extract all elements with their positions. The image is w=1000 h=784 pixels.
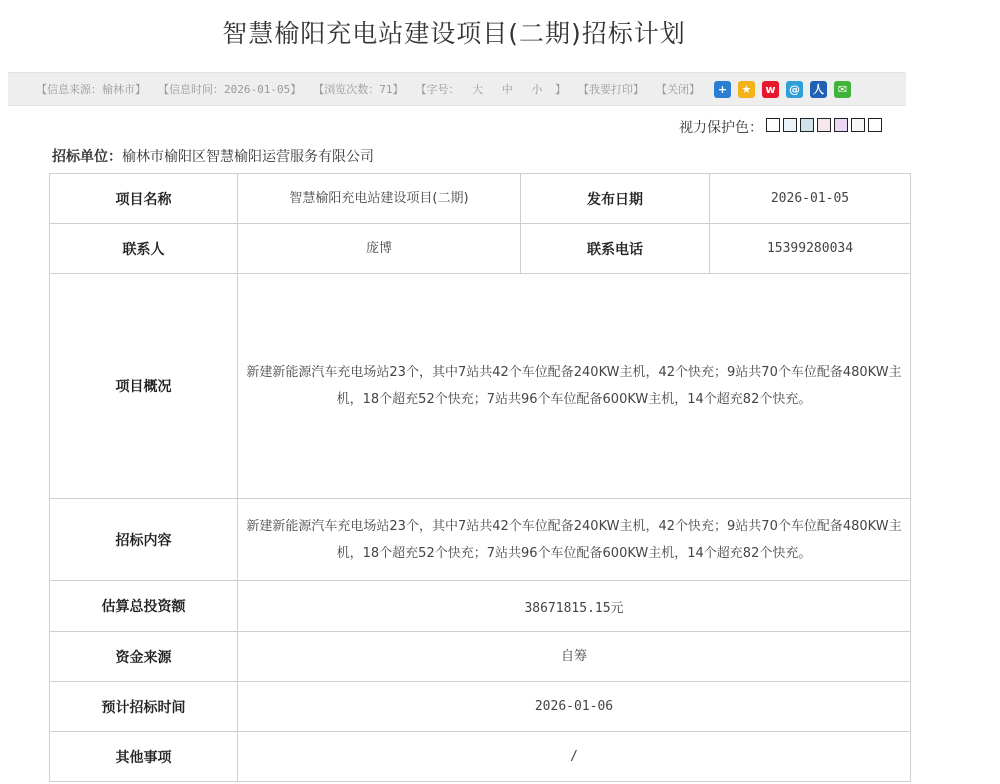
project-name-value: 智慧榆阳充电站建设项目(二期) [238,174,521,224]
funding-value: 自筹 [238,632,911,682]
share-plus-icon[interactable]: + [714,81,731,98]
project-name-label: 项目名称 [50,174,238,224]
other-value: / [238,732,911,782]
info-views: 【浏览次数：71】 [313,83,404,96]
tender-unit [52,146,374,166]
print-link[interactable]: 【我要打印】 [577,83,644,96]
table-row [50,682,911,732]
content-value: 新建新能源汽车充电场站23个，其中7站共42个车位配备240KW主机，42个快充；9站共70个车位配备480KW主机，18个超充52个快充；7站共96个车位配备600KW主机，14个超充82个快充。 [238,499,911,581]
investment-value: 38671815.15元 [238,581,911,632]
overview-label: 项目概况 [50,274,238,499]
share-renren-icon[interactable]: 人 [810,81,827,98]
close-link[interactable]: 【关闭】 [655,83,700,96]
info-source: 【信息来源：榆林市】 [36,83,146,96]
tender-info-table [49,173,911,782]
table-row [50,581,911,632]
tender-unit-value: 榆林市榆阳区智慧榆阳运营服务有限公司 [122,149,374,165]
table-row [50,732,911,782]
other-label: 其他事项 [50,732,238,782]
color-swatch-5[interactable] [834,118,848,132]
color-swatch-3[interactable] [800,118,814,132]
contact-label: 联系人 [50,224,238,274]
info-bar [8,72,906,106]
table-row [50,224,911,274]
color-swatch-1[interactable] [766,118,780,132]
vision-protect-label: 视力保护色： [679,120,763,136]
investment-label: 估算总投资额 [50,581,238,632]
table-row [50,499,911,581]
tender-time-label: 预计招标时间 [50,682,238,732]
tender-time-value: 2026-01-06 [238,682,911,732]
phone-value: 15399280034 [710,224,911,274]
share-tencent-weibo-icon[interactable]: @ [786,81,803,98]
vision-protect-selector [679,117,882,137]
publish-date-label: 发布日期 [521,174,710,224]
page-title: 智慧榆阳充电站建设项目(二期)招标计划 [222,19,686,48]
funding-label: 资金来源 [50,632,238,682]
content-label: 招标内容 [50,499,238,581]
overview-value: 新建新能源汽车充电场站23个，其中7站共42个车位配备240KW主机，42个快充；9站共70个车位配备480KW主机，18个超充52个快充；7站共96个车位配备600KW主机，14个超充82个快充。 [238,274,911,499]
share-qzone-icon[interactable]: ★ [738,81,755,98]
font-large-link[interactable]: 大 [472,83,484,96]
phone-label: 联系电话 [521,224,710,274]
font-size-label: 【字号： [415,83,460,96]
font-size-control [415,81,566,97]
table-row [50,174,911,224]
font-medium-link[interactable]: 中 [501,83,513,96]
font-size-end: 】 [554,83,566,96]
table-row [50,274,911,499]
share-icons [714,81,851,98]
table-row [50,632,911,682]
tender-unit-label: 招标单位： [52,149,122,165]
publish-date-value: 2026-01-05 [710,174,911,224]
color-swatch-6[interactable] [851,118,865,132]
font-small-link[interactable]: 小 [531,83,543,96]
share-wechat-icon[interactable]: ✉ [834,81,851,98]
color-swatch-7[interactable] [868,118,882,132]
color-swatch-2[interactable] [783,118,797,132]
share-weibo-icon[interactable]: w [762,81,779,98]
info-time: 【信息时间：2026-01-05】 [158,83,302,96]
vision-protect-swatches [763,118,882,136]
contact-value: 庞博 [238,224,521,274]
color-swatch-4[interactable] [817,118,831,132]
